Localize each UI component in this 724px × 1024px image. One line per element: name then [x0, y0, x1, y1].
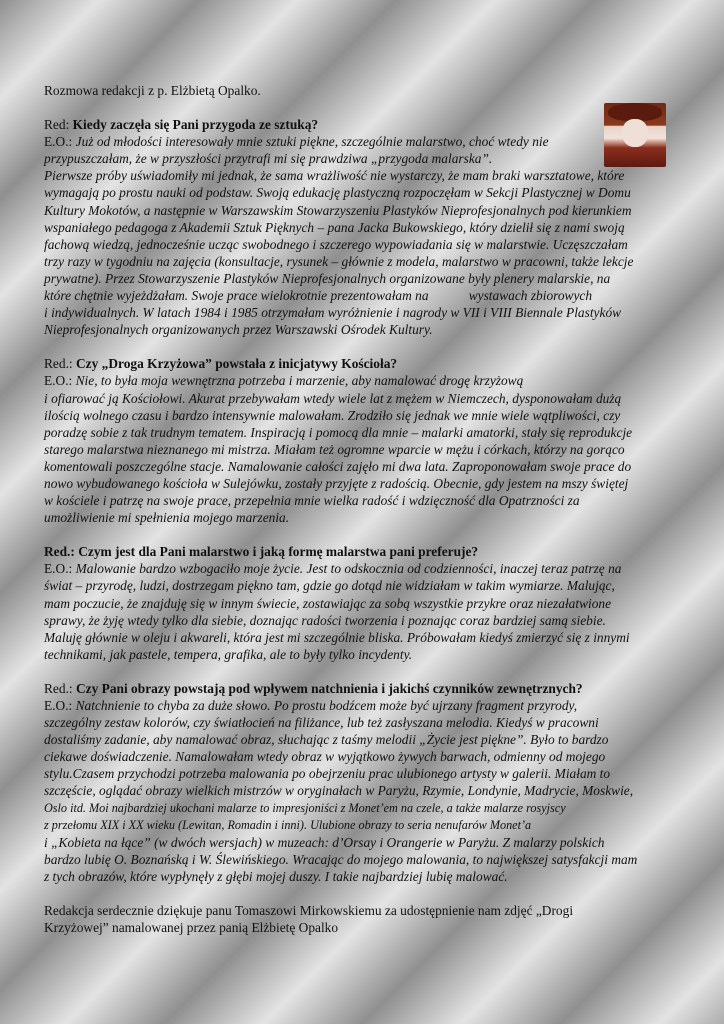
question-3-title: Red.: Czym jest dla Pani malarstwo i jaką formę malarstwa pani preferuje? — [44, 544, 479, 560]
question-3: Red.: Czym jest dla Pani malarstwo i jaką formę malarstwa pani preferuje? E.O.: Malowanie bardzo wzbogaciło moje życie. Jest to odskocznia od codzienności, inaczej teraz patrzę na świat – przyrodę, ludzi, dostrzegam piękno tam, gdzie go dotąd nie widziałam w takim wymiarze. Malując, mam poczucie, że znajduję się w innym świecie, zostawiając za sobą wszystkie przykre oraz niezałatwione sprawy, że żyję wtedy tylko dla siebie, doznając radości tworzenia i poznając coraz bardziej samą siebie. Maluję głównie w oleju i akwareli, która jest mi szczególnie bliska. Próbowałam kiedyś zmierzyć się z innymi technikami, jak pastele, tempera, grafika, ale to były tylko incydenty. — [44, 543, 692, 663]
question-2: Red.: Czy „Droga Krzyżowa” powstała z inicjatywy Kościoła? E.O.: Nie, to była moja wewnętrzna potrzeba i marzenie, aby namalować drogę krzyżową i ofiarować ją Kościołowi. Akurat przebywałam wtedy wiele lat z mężem w Niemczech, dysponowałam dużą ilością wolnego czasu i bardzo intensywnie malowałam. Zrodziło się jednak we mnie wiele wątpliwości, czy poradzę sobie z tak trudnym tematem. Inspiracją i pomocą dla mnie – malarki amatorki, stały się reprodukcje starego malarstwa nieznanego mi mistrza. Miałam też ogromne wparcie w mężu i córkach, którzy na gorąco komentowali poszczególne stacje. Namalowanie całości zajęło mi dwa lata. Zaproponowałam swoje prace do nowo wybudowanego kościoła w Sulejówku, zostały przyjęte z radością. Obecnie, gdy jestem na mszy świętej w kościele i patrzę na swoje prace, przepełnia mnie wielka radość i wdzięczność dla Opatrzności za umożliwienie mi spełnienia mojego marzenia. — [44, 356, 633, 526]
question-2-title: Czy „Droga Krzyżowa” powstała z inicjatywy Kościoła? — [76, 356, 398, 372]
closing-note: Redakcja serdecznie dziękuje panu Tomaszowi Mirkowskiemu za udostępnienie nam zdjęć „Drogi Krzyżowej” namalowanej przez panią Elżbietę Opalko — [44, 903, 574, 936]
intro: Rozmowa redakcji z p. Elżbietą Opalko. — [44, 83, 261, 98]
article — [44, 82, 692, 936]
question-4: Red.: Czy Pani obrazy powstają pod wpływem natchnienia i jakichś czynników zewnętrznych? E.O.: Natchnienie to chyba za duże słowo. Po prostu bodźcem może być ujrzany fragment przyrody, szczególny zestaw kolorów, czy światłocień na filiżance, lub też zasłyszana melodia. Kiedyś w pracowni dostaliśmy zadanie, aby namalować obraz, słuchając z taśmy melodii „Życie jest piękne”. Było to bardzo ciekawe doświadczenie. Namalowałam wtedy obraz w wyjątkowo żywych barwach, odmienny od mojego stylu.Czasem przychodzi potrzeba malowania po obejrzeniu prac ulubionego artysty w galerii. Miałam to szczęście, oglądać obrazy wielkich mistrzów w oryginałach w Paryżu, Rzymie, Londynie, Madrycie, Moskwie, Oslo itd. Moi najbardziej ukochani malarze to impresjoniści z Monet’em na czele, a także malarze rosyjscy z przełomu XIX i XX wieku (Lewitan, Romadin i inni). Ulubione obrazy to seria nenufarów Monet’a i „Kobieta na łące” (w dwóch wersjach) w muzeach: d’Orsay i Orangerie w Paryżu. Z malarzy polskich bardzo lubię O. Boznańską i W. Ślewińskiego. Wracając do mojego malowania, to największej satysfakcji mam z tych obrazów, które wypłynęły z głębi mojej duszy. I takie najbardziej lubię malować. — [44, 680, 638, 884]
question-1-title: Kiedy zaczęła się Pani przygoda ze sztuką? — [72, 117, 319, 133]
question-4-title: Czy Pani obrazy powstają pod wpływem natchnienia i jakichś czynników zewnętrznych? — [76, 680, 583, 696]
question-1: Red: Kiedy zaczęła się Pani przygoda ze sztuką? E.O.: Już od młodości interesowały mnie sztuki piękne, szczególnie malarstwo, choć wtedy nie przypuszczałam, że w przyszłości przytrafi mi się prawdziwa „przygoda malarska”. Pierwsze próby uświadomiły mi jednak, że sama wrażliwość nie wystarczy, że mam braki warsztatowe, które wymagają po prostu nauki od podstaw. Swoją edukację plastyczną rozpoczęłam w Sekcji Plastycznej w Domu Kultury Mokotów, a następnie w Warszawskim Stowarzyszeniu Plastyków Nieprofesjonalnych pod kierunkiem wspaniałego pedagoga z Akademii Sztuk Pięknych – pana Jacka Bukowskiego, który dzielił się z nami swoją fachową wiedzą, jednocześnie ucząc swobodnego i szczerego wypowiadania się w malarstwie. Uczęszczałam trzy razy w tygodniu na zajęcia (konsultacje, rysunek – głównie z modela, malarstwo w pracowni, także lekcje prywatne). Przez Stowarzyszenie Plastyków Nieprofesjonalnych organizowane były plenery malarskie, na które chętnie wyjeżdżałam. Swoje prace wielokrotnie prezentowałam na wystawach zbiorowych i indywidualnych. W latach 1984 i 1985 otrzymałam wyróżnienie i nagrody w VII i VIII Biennale Plastyków Nieprofesjonalnych organizowanych przez Warszawski Ośrodek Kultury. — [44, 117, 634, 338]
